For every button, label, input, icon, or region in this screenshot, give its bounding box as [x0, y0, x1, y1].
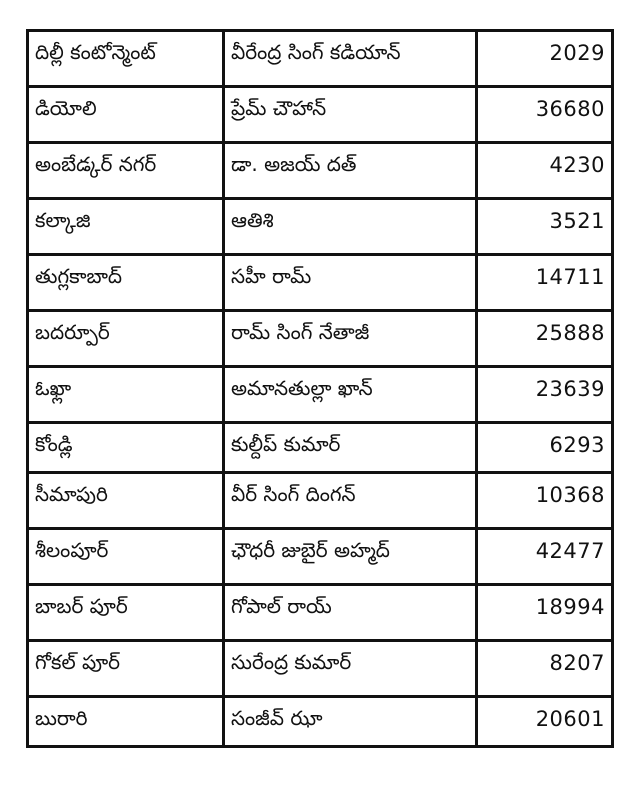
constituency-cell: ఓఖ్లా	[28, 367, 224, 423]
table-row	[28, 311, 613, 367]
candidate-cell: సురేంద్ర కుమార్	[224, 641, 477, 697]
table-row	[28, 255, 613, 311]
margin-cell: 14711	[477, 255, 613, 311]
constituency-cell: బురారి	[28, 697, 224, 747]
constituency-cell: బదర్పూర్	[28, 311, 224, 367]
margin-cell: 23639	[477, 367, 613, 423]
candidate-cell: రామ్ సింగ్ నేతాజీ	[224, 311, 477, 367]
table-row	[28, 529, 613, 585]
constituency-cell: డియోలి	[28, 87, 224, 143]
candidate-cell: గోపాల్ రాయ్	[224, 585, 477, 641]
results-table	[26, 29, 614, 748]
margin-cell: 25888	[477, 311, 613, 367]
table-row	[28, 143, 613, 199]
candidate-cell: డా. అజయ్ దత్	[224, 143, 477, 199]
candidate-cell: ప్రేమ్ చౌహాన్	[224, 87, 477, 143]
table-row	[28, 585, 613, 641]
table-row	[28, 423, 613, 473]
table-row	[28, 473, 613, 529]
constituency-cell: కోండ్లి	[28, 423, 224, 473]
table-row	[28, 697, 613, 747]
candidate-cell: సంజీవ్ ఝా	[224, 697, 477, 747]
constituency-cell: గోకల్ పూర్	[28, 641, 224, 697]
candidate-cell: కుల్దీప్ కుమార్	[224, 423, 477, 473]
margin-cell: 6293	[477, 423, 613, 473]
margin-cell: 2029	[477, 31, 613, 87]
margin-cell: 10368	[477, 473, 613, 529]
candidate-cell: సహీ రామ్	[224, 255, 477, 311]
margin-cell: 20601	[477, 697, 613, 747]
candidate-cell: వీర్ సింగ్ దింగన్	[224, 473, 477, 529]
constituency-cell: సీమాపురి	[28, 473, 224, 529]
constituency-cell: కల్కాజి	[28, 199, 224, 255]
candidate-cell: ఆతిశి	[224, 199, 477, 255]
margin-cell: 4230	[477, 143, 613, 199]
candidate-cell: అమానతుల్లా ఖాన్	[224, 367, 477, 423]
constituency-cell: తుగ్లకాబాద్	[28, 255, 224, 311]
table-row	[28, 31, 613, 87]
margin-cell: 8207	[477, 641, 613, 697]
constituency-cell: బాబర్ పూర్	[28, 585, 224, 641]
margin-cell: 42477	[477, 529, 613, 585]
constituency-cell: శీలంపూర్	[28, 529, 224, 585]
table-row	[28, 199, 613, 255]
constituency-cell: దిల్లీ కంటోన్మెంట్	[28, 31, 224, 87]
table-row	[28, 641, 613, 697]
constituency-cell: అంబేడ్కర్ నగర్	[28, 143, 224, 199]
margin-cell: 36680	[477, 87, 613, 143]
margin-cell: 3521	[477, 199, 613, 255]
table-row	[28, 87, 613, 143]
candidate-cell: వీరేంద్ర సింగ్ కడియాన్	[224, 31, 477, 87]
table-row	[28, 367, 613, 423]
margin-cell: 18994	[477, 585, 613, 641]
candidate-cell: ఛౌధరీ జుబైర్ అహ్మద్	[224, 529, 477, 585]
